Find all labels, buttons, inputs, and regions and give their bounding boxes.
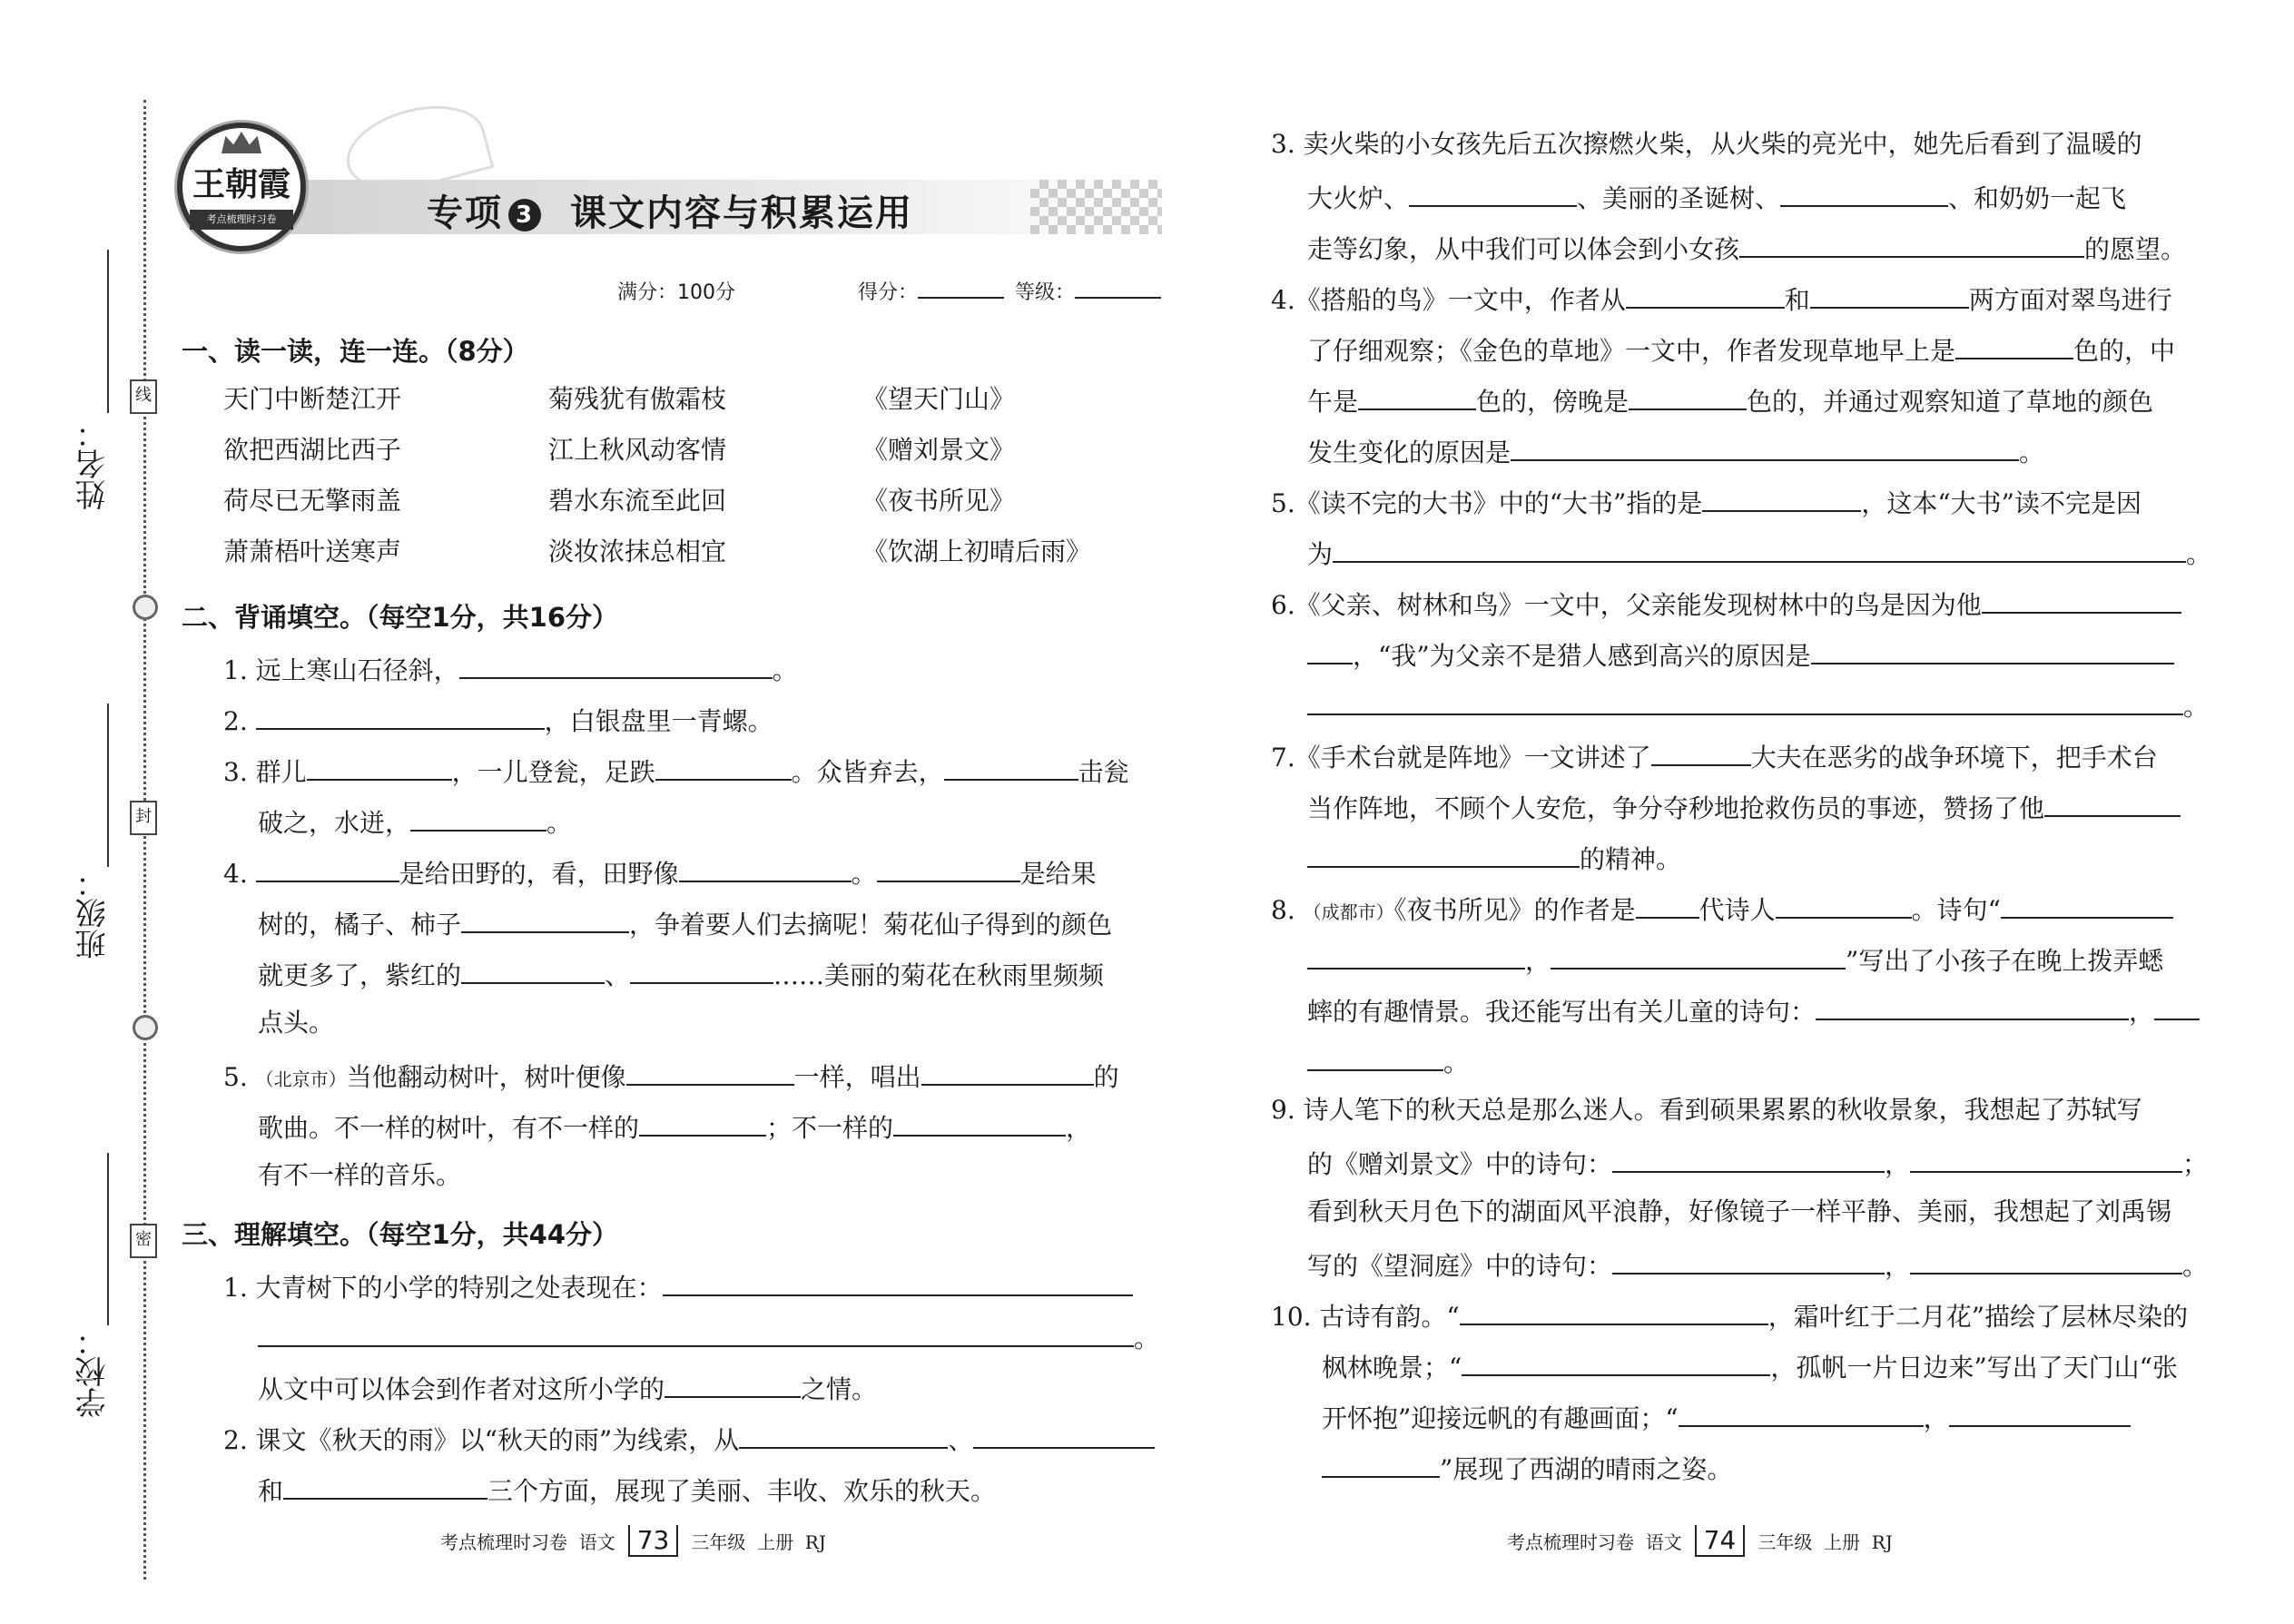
section-3-title: 三、理解填空。（每空1分，共44分） <box>182 1219 619 1250</box>
answer-blank[interactable] <box>307 753 452 781</box>
question-r9-cont: 的《赠刘景文》中的诗句： ， ； <box>1307 1146 2208 1180</box>
match-item[interactable]: 《望天门山》 <box>862 384 1016 414</box>
answer-blank[interactable] <box>1551 942 1846 969</box>
region-tag: （北京市） <box>255 1068 347 1090</box>
answer-blank[interactable] <box>1307 942 1525 969</box>
seal-line-mark: 线 <box>130 379 157 414</box>
question-3-2-cont: 和 三个方面，展现了美丽、丰收、欢乐的秋天。 <box>258 1472 996 1507</box>
name-label: 姓名： <box>75 418 112 510</box>
answer-blank[interactable] <box>1780 180 1948 207</box>
match-item[interactable]: 碧水东流至此回 <box>548 486 727 516</box>
answer-blank[interactable] <box>663 1269 1133 1296</box>
question-2-5-cont: 有不一样的音乐。 <box>258 1160 462 1190</box>
answer-blank[interactable] <box>877 855 1020 882</box>
match-item[interactable]: 淡妆浓抹总相宜 <box>548 536 727 566</box>
binding-margin <box>0 0 172 1624</box>
answer-blank[interactable] <box>258 1320 1134 1347</box>
question-r9-cont: 看到秋天月色下的湖面风平浪静，好像镜子一样平静、美丽，我想起了刘禹锡 <box>1307 1196 2172 1226</box>
question-r8-cont: 蟀的有趣情景。我还能写出有关儿童的诗句： ， <box>1307 993 2200 1028</box>
seal-seal-mark: 封 <box>130 801 157 835</box>
footer-left: 考点梳理时习卷 语文 73 三年级 上册 RJ <box>440 1525 826 1555</box>
answer-blank[interactable] <box>1949 1400 2131 1427</box>
question-r5-cont: 为 。 <box>1307 536 2211 570</box>
question-r6-cont: 。 <box>1307 688 2209 723</box>
answer-blank[interactable] <box>1910 1247 2182 1275</box>
question-r6-cont: ，“我”为父亲不是猎人感到高兴的原因是 <box>1307 637 2174 672</box>
section-1-title: 一、读一读，连一连。（8分） <box>182 336 529 367</box>
seal-secret-mark: 密 <box>130 1224 157 1258</box>
answer-blank[interactable] <box>1409 180 1577 207</box>
answer-blank[interactable] <box>1462 1349 1770 1376</box>
answer-blank[interactable] <box>893 1109 1066 1137</box>
answer-blank[interactable] <box>1955 332 2073 359</box>
answer-blank[interactable] <box>2044 790 2181 817</box>
answer-blank[interactable] <box>639 1109 766 1137</box>
question-r10-cont: 枫林晚景；“ ，孤帆一片日边来”写出了天门山“张 <box>1322 1349 2178 1383</box>
answer-blank[interactable] <box>1810 281 1969 309</box>
full-score: 满分：100分 <box>617 281 735 304</box>
question-r10-cont: ”展现了西湖的晴雨之姿。 <box>1322 1451 1732 1485</box>
school-field[interactable] <box>107 1153 109 1325</box>
page-number: 74 <box>1695 1525 1746 1557</box>
answer-blank[interactable] <box>626 1058 794 1086</box>
question-3-2: 2. 课文《秋天的雨》以“秋天的雨”为线索，从 、 <box>223 1422 1155 1456</box>
brand-logo <box>177 123 306 251</box>
question-3-1: 1. 大青树下的小学的特别之处表现在： <box>223 1269 1133 1304</box>
score-label: 得分： <box>858 281 919 304</box>
match-item[interactable]: 天门中断楚江开 <box>223 384 402 414</box>
answer-blank[interactable] <box>1511 434 2019 461</box>
match-item[interactable]: 萧萧梧叶送寒声 <box>223 536 402 566</box>
logo-banner: 考点梳理时习卷 <box>190 210 293 230</box>
answer-blank[interactable] <box>1982 586 2181 614</box>
question-2-3: 3. 群儿 ，一儿登瓮，足跌 。众皆弃去， 击瓮 <box>223 753 1129 788</box>
page-number: 73 <box>628 1525 679 1557</box>
question-2-5: 5. （北京市）当他翻动树叶，树叶便像 一样，唱出 的 <box>223 1058 1119 1093</box>
title-text: 课文内容与积累运用 <box>570 192 913 234</box>
question-2-4-cont: 点头。 <box>258 1008 335 1038</box>
answer-blank[interactable] <box>1626 281 1785 309</box>
answer-blank[interactable] <box>2001 891 2173 919</box>
answer-blank[interactable] <box>1307 688 2183 715</box>
grade-field[interactable] <box>1015 277 1161 305</box>
answer-blank[interactable] <box>1307 637 1353 664</box>
question-r10: 10. 古诗有韵。“ ，霜叶红于二月花”描绘了层林尽染的 <box>1271 1298 2188 1333</box>
question-2-4: 4. 是给田野的，看，田野像 。 是给果 <box>223 855 1097 890</box>
answer-blank[interactable] <box>679 855 852 882</box>
answer-blank[interactable] <box>630 957 773 984</box>
question-r10-cont: 开怀抱”迎接远帆的有趣画面；“ ， <box>1322 1400 2131 1434</box>
question-r9: 9. 诗人笔下的秋天总是那么迷人。看到硕果累累的秋收景象，我想起了苏轼写 <box>1271 1095 2142 1125</box>
title-prefix: 专项 <box>427 192 503 234</box>
section-2-title: 二、背诵填空。（每空1分，共16分） <box>182 602 619 633</box>
question-2-5-cont: 歌曲。不一样的树叶，有不一样的 ；不一样的 ， <box>258 1109 1091 1144</box>
match-item[interactable]: 菊残犹有傲霜枝 <box>548 384 727 414</box>
answer-blank[interactable] <box>256 703 545 730</box>
question-2-2: 2. ，白银盘里一青螺。 <box>223 703 773 737</box>
question-2-4-cont: 树的，橘子、柿子 ，争着要人们去摘呢！菊花仙子得到的颜色 <box>258 906 1112 940</box>
question-r7-cont: 当作阵地，不顾个人安危，争分夺秒地抢救伤员的事迹，赞扬了他 <box>1307 790 2181 824</box>
answer-blank[interactable] <box>1816 993 2129 1020</box>
footer-right: 考点梳理时习卷 语文 74 三年级 上册 RJ <box>1507 1525 1893 1555</box>
answer-blank[interactable] <box>1636 891 1699 919</box>
answer-blank[interactable] <box>410 804 546 832</box>
question-r4: 4.《搭船的鸟》一文中，作者从 和 两方面对翠鸟进行 <box>1271 281 2172 316</box>
answer-blank[interactable] <box>1322 1451 1440 1478</box>
answer-blank[interactable] <box>1910 1146 2182 1173</box>
logo-text: 王朝霞 <box>192 165 290 203</box>
answer-blank[interactable] <box>739 1422 948 1449</box>
question-r7: 7.《手术台就是阵地》一文讲述了 大夫在恶劣的战争环境下，把手术台 <box>1271 739 2158 773</box>
score-field[interactable] <box>858 277 1004 305</box>
question-r9-cont: 写的《望洞庭》中的诗句： ， 。 <box>1307 1247 2208 1282</box>
match-item[interactable]: 《饮湖上初晴后雨》 <box>862 536 1092 566</box>
question-r5: 5.《读不完的大书》中的“大书”指的是 ，这本“大书”读不完是因 <box>1271 485 2141 519</box>
match-item[interactable]: 欲把西湖比西子 <box>223 435 402 465</box>
title-number: 3 <box>508 199 541 231</box>
answer-blank[interactable] <box>1612 1247 1885 1275</box>
question-3-1-cont: 。 <box>258 1320 1159 1354</box>
question-r3: 3. 卖火柴的小女孩先后五次擦燃火柴，从火柴的亮光中，她先后看到了温暖的 <box>1271 129 2142 159</box>
answer-blank[interactable] <box>1739 231 2084 258</box>
binding-ring <box>133 1015 158 1040</box>
answer-blank[interactable] <box>1811 637 2174 664</box>
question-r3-cont: 走等幻象，从中我们可以体会到小女孩 的愿望。 <box>1307 231 2186 265</box>
answer-blank[interactable] <box>283 1472 487 1500</box>
answer-blank[interactable] <box>921 1058 1094 1086</box>
crown-icon <box>222 132 261 153</box>
question-r7-cont: 的精神。 <box>1307 841 1681 875</box>
question-r8-cont: ， ”写出了小孩子在晚上拨弄蟋 <box>1307 942 2163 977</box>
answer-blank[interactable] <box>1702 485 1861 512</box>
school-label: 学校： <box>75 1325 112 1418</box>
question-r4-cont: 了仔细观察；《金色的草地》一文中，作者发现草地早上是 色的，中 <box>1307 332 2175 367</box>
match-item[interactable]: 《夜书所见》 <box>862 486 1016 516</box>
answer-blank[interactable] <box>1612 1146 1885 1173</box>
answer-blank[interactable] <box>655 753 792 781</box>
answer-blank[interactable] <box>459 652 773 679</box>
answer-blank[interactable] <box>1358 383 1476 410</box>
answer-blank[interactable] <box>1651 739 1751 766</box>
page-title <box>427 184 913 236</box>
class-field[interactable] <box>107 704 109 867</box>
question-r6: 6.《父亲、树林和鸟》一文中，父亲能发现树林中的鸟是因为他 <box>1271 586 2181 621</box>
question-2-1: 1. 远上寒山石径斜， 。 <box>223 652 798 686</box>
answer-blank[interactable] <box>1629 383 1747 410</box>
match-item[interactable]: 《赠刘景文》 <box>862 435 1016 465</box>
answer-blank[interactable] <box>256 855 399 882</box>
answer-blank[interactable] <box>461 906 629 933</box>
question-r3-cont: 大火炉、 、美丽的圣诞树、 、和奶奶一起飞 <box>1307 180 2126 214</box>
answer-blank[interactable] <box>1460 1298 1768 1325</box>
name-field[interactable] <box>107 250 109 413</box>
checker-pattern <box>1030 180 1162 234</box>
match-item[interactable]: 荷尽已无擎雨盖 <box>223 486 402 516</box>
cut-line <box>143 100 146 1580</box>
question-2-3-cont: 破之，水迸， 。 <box>258 804 572 839</box>
question-r8: 8. （成都市）《夜书所见》的作者是 代诗人 。诗句“ <box>1271 891 2173 926</box>
question-3-1-cont: 从文中可以体会到作者对这所小学的 之情。 <box>258 1371 877 1405</box>
answer-blank[interactable] <box>2154 993 2200 1020</box>
answer-blank[interactable] <box>1307 841 1580 868</box>
answer-blank[interactable] <box>1307 1044 1443 1071</box>
question-2-4-cont: 就更多了，紫红的 、 ……美丽的菊花在秋雨里频频 <box>258 957 1104 991</box>
answer-blank[interactable] <box>944 753 1078 781</box>
answer-blank[interactable] <box>461 957 605 984</box>
question-r4-cont: 午是 色的，傍晚是 色的，并通过观察知道了草地的颜色 <box>1307 383 2153 418</box>
class-label: 班级： <box>75 867 112 960</box>
answer-blank[interactable] <box>973 1422 1155 1449</box>
binding-ring <box>133 595 158 620</box>
answer-blank[interactable] <box>665 1371 801 1398</box>
question-r4-cont: 发生变化的原因是 。 <box>1307 434 2044 468</box>
grade-label: 等级： <box>1015 281 1076 304</box>
region-tag: （成都市） <box>1303 901 1394 923</box>
match-item[interactable]: 江上秋风动客情 <box>548 435 727 465</box>
answer-blank[interactable] <box>1333 536 2186 563</box>
answer-blank[interactable] <box>1679 1400 1924 1427</box>
question-r8-cont: 。 <box>1307 1044 1469 1078</box>
answer-blank[interactable] <box>1776 891 1912 919</box>
